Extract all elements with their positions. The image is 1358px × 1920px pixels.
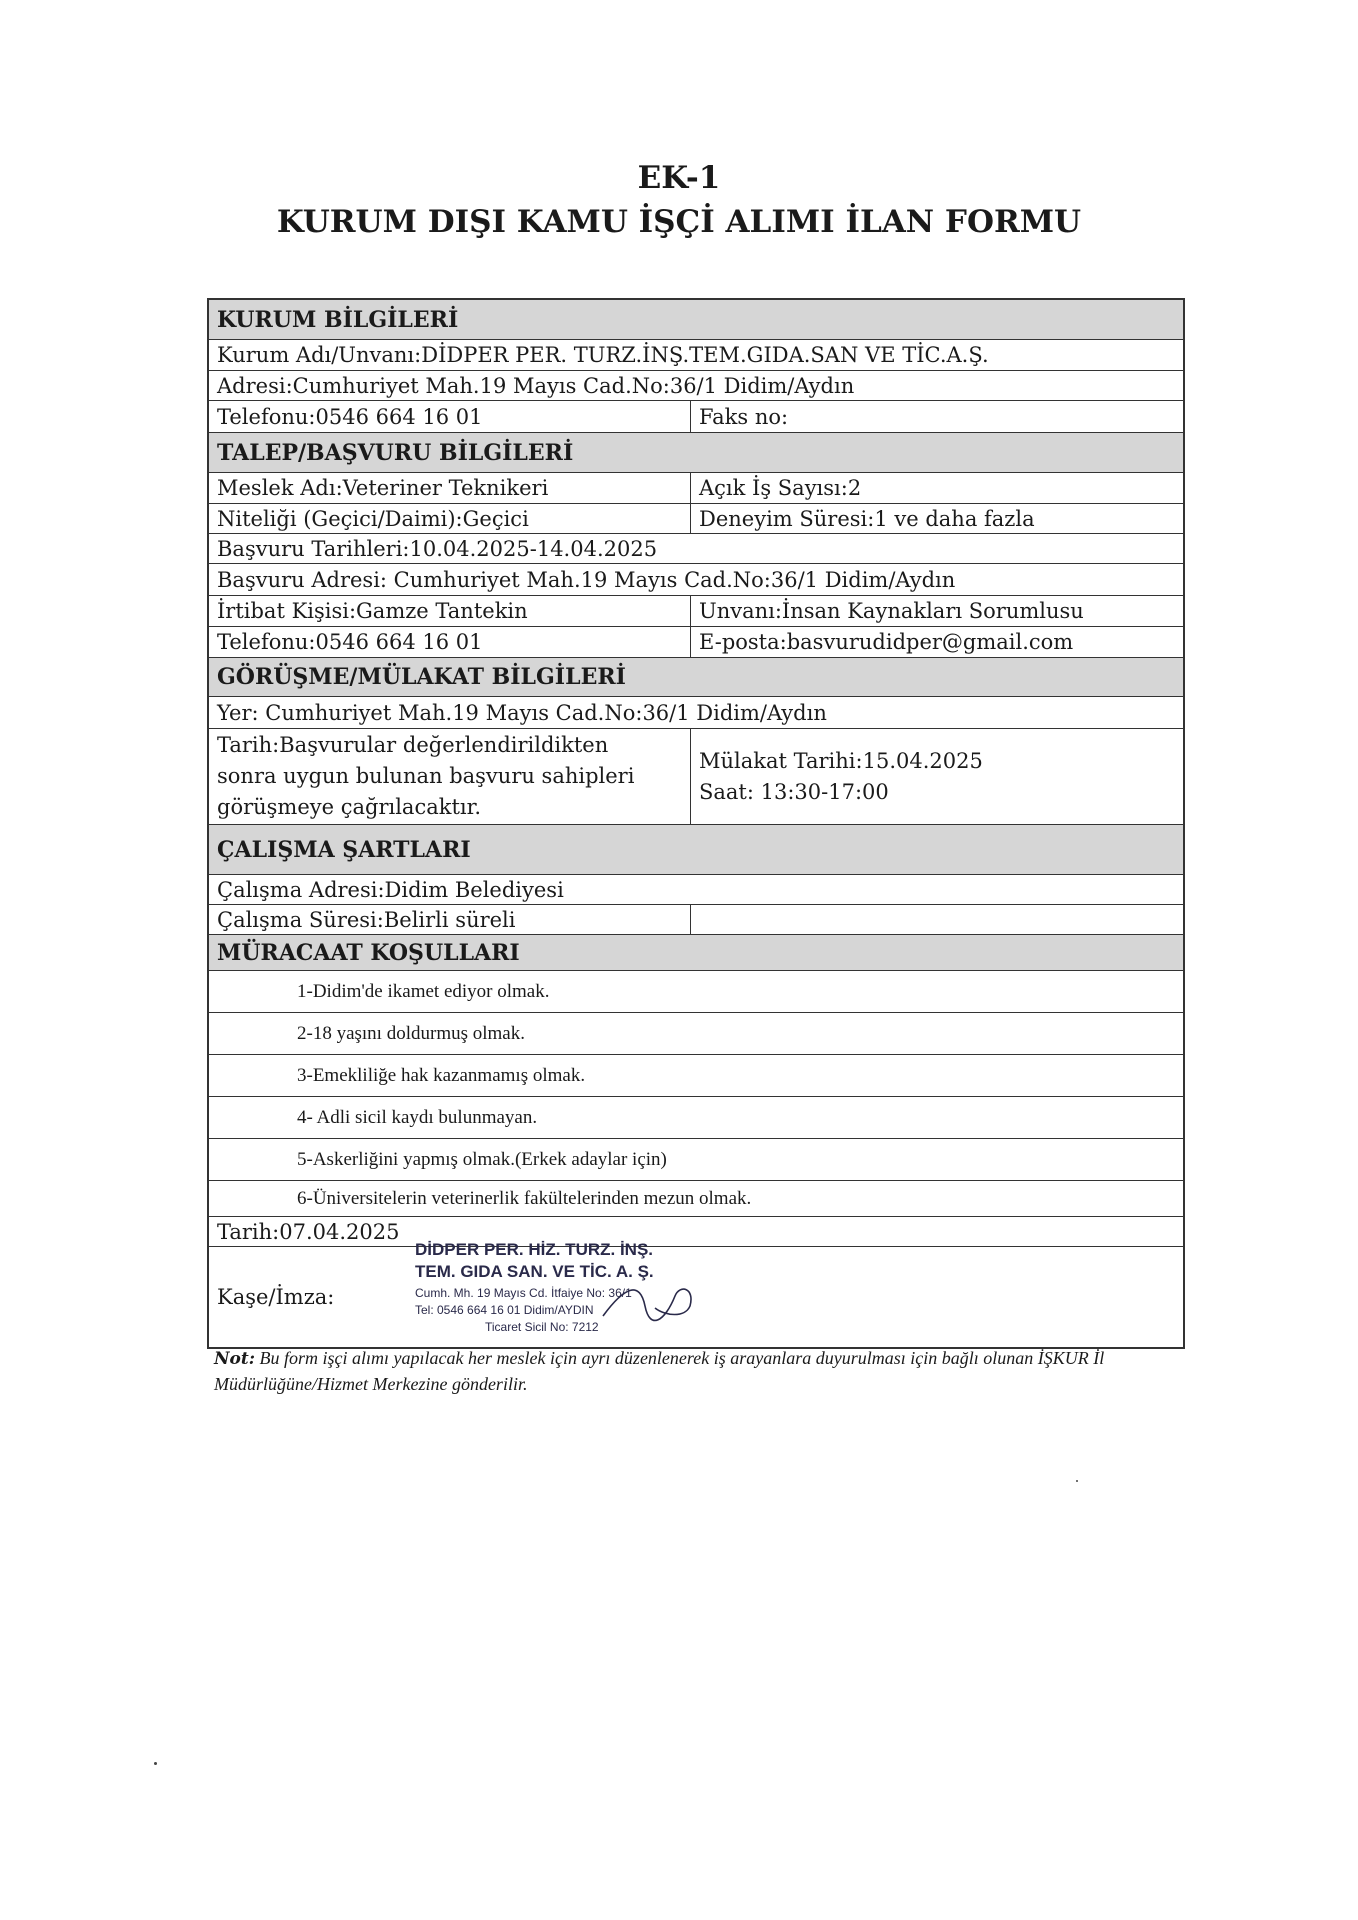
calisma-suresi: Çalışma Süresi:Belirli süreli — [209, 905, 691, 934]
stamp-line2: TEM. GIDA SAN. VE TİC. A. Ş. — [415, 1262, 654, 1281]
basvuru-tarihleri: Başvuru Tarihleri:10.04.2025-14.04.2025 — [217, 536, 658, 561]
calisma-bos — [691, 905, 1183, 934]
stamp-line4: Tel: 0546 664 16 01 Didim/AYDIN — [415, 1303, 594, 1317]
talep-eposta: E-posta:basvurudidper@gmail.com — [699, 630, 1074, 654]
kosul-item: 3-Emekliliğe hak kazanmamış olmak. — [297, 1064, 586, 1086]
gorusme-tarih-line2: sonra uygun bulunan başvuru sahipleri — [217, 764, 635, 788]
doc-title: KURUM DIŞI KAMU İŞÇİ ALIMI İLAN FORMU — [276, 204, 1082, 240]
announcement-form — [207, 298, 1185, 1349]
irtibat-unvani: Unvanı:İnsan Kaynakları Sorumlusu — [699, 599, 1084, 623]
gorusme-tarih-line1: Tarih:Başvurular değerlendirildikten — [217, 733, 609, 757]
kurum-faks: Faks no: — [699, 404, 789, 429]
gorusme-tarih-line3: görüşmeye çağrılacaktır. — [217, 795, 482, 819]
mulakat-tarihi: Mülakat Tarihi:15.04.2025 — [699, 748, 983, 773]
kosul-item: 5-Askerliğini yapmış olmak.(Erkek adaylar için) — [297, 1148, 667, 1170]
niteligi: Niteliği (Geçici/Daimi):Geçici — [209, 504, 691, 533]
kurum-adres: Adresi:Cumhuriyet Mah.19 Mayıs Cad.No:36/1 Didim/Aydın — [217, 373, 855, 398]
acik-is-sayisi: Açık İş Sayısı:2 — [699, 476, 862, 500]
section-kurum-header: KURUM BİLGİLERİ — [209, 300, 1183, 339]
kase-imza: Kaşe/İmza: — [217, 1285, 335, 1309]
irtibat-kisisi: İrtibat Kişisi:Gamze Tantekin — [209, 596, 691, 626]
kosul-item: 4- Adli sicil kaydı bulunmayan. — [297, 1106, 538, 1128]
meslek-adi: Meslek Adı:Veteriner Teknikeri — [209, 473, 691, 503]
footer-note — [214, 1346, 1194, 1397]
stamp-line3: Cumh. Mh. 19 Mayıs Cd. İtfaiye No: 36/1 — [415, 1286, 632, 1300]
form-tarih: Tarih:07.04.2025 — [217, 1219, 400, 1244]
scan-speck — [154, 1762, 157, 1765]
kurum-telefon: Telefonu:0546 664 16 01 — [209, 401, 691, 432]
stamp-line5: Ticaret Sicil No: 7212 — [485, 1320, 599, 1334]
company-stamp — [415, 1240, 755, 1334]
mulakat-bilgi — [691, 729, 1183, 824]
kurum-adi: Kurum Adı/Unvanı:DİDPER PER. TURZ.İNŞ.TEM.GIDA.SAN VE TİC.A.Ş. — [217, 343, 989, 367]
talep-telefon: Telefonu:0546 664 16 01 — [209, 627, 691, 657]
section-muracaat-header: MÜRACAAT KOŞULLARI — [209, 935, 1183, 970]
kosul-item: 2-18 yaşını doldurmuş olmak. — [297, 1022, 525, 1044]
mulakat-saat: Saat: 13:30-17:00 — [699, 779, 889, 804]
section-calisma-header: ÇALIŞMA ŞARTLARI — [209, 825, 1183, 874]
doc-code: EK-1 — [637, 160, 721, 196]
stamp-line1: DİDPER PER. HİZ. TURZ. İNŞ. — [415, 1240, 654, 1259]
kosul-item: 6-Üniversitelerin veterinerlik fakültelerinden mezun olmak. — [297, 1187, 752, 1209]
section-gorusme-header: GÖRÜŞME/MÜLAKAT BİLGİLERİ — [209, 658, 1183, 696]
gorusme-yer: Yer: Cumhuriyet Mah.19 Mayıs Cad.No:36/1 Didim/Aydın — [217, 700, 827, 725]
note-label: Not: — [214, 1349, 256, 1369]
scan-speck — [1076, 1480, 1078, 1482]
note-text: Bu form işçi alımı yapılacak her meslek için ayrı düzenlenerek iş arayanlara duyurulması için bağlı olunan İŞKUR İl Müdürlüğüne/Hizmet Merkezine gönderilir. — [214, 1348, 1105, 1394]
section-talep-header: TALEP/BAŞVURU BİLGİLERİ — [209, 433, 1183, 472]
kosul-item: 1-Didim'de ikamet ediyor olmak. — [297, 980, 550, 1002]
deneyim-suresi: Deneyim Süresi:1 ve daha fazla — [699, 506, 1035, 531]
basvuru-adresi: Başvuru Adresi: Cumhuriyet Mah.19 Mayıs Cad.No:36/1 Didim/Aydın — [217, 567, 956, 592]
signature-icon — [595, 1276, 715, 1326]
calisma-adresi: Çalışma Adresi:Didim Belediyesi — [217, 877, 564, 902]
gorusme-tarih — [209, 729, 691, 824]
